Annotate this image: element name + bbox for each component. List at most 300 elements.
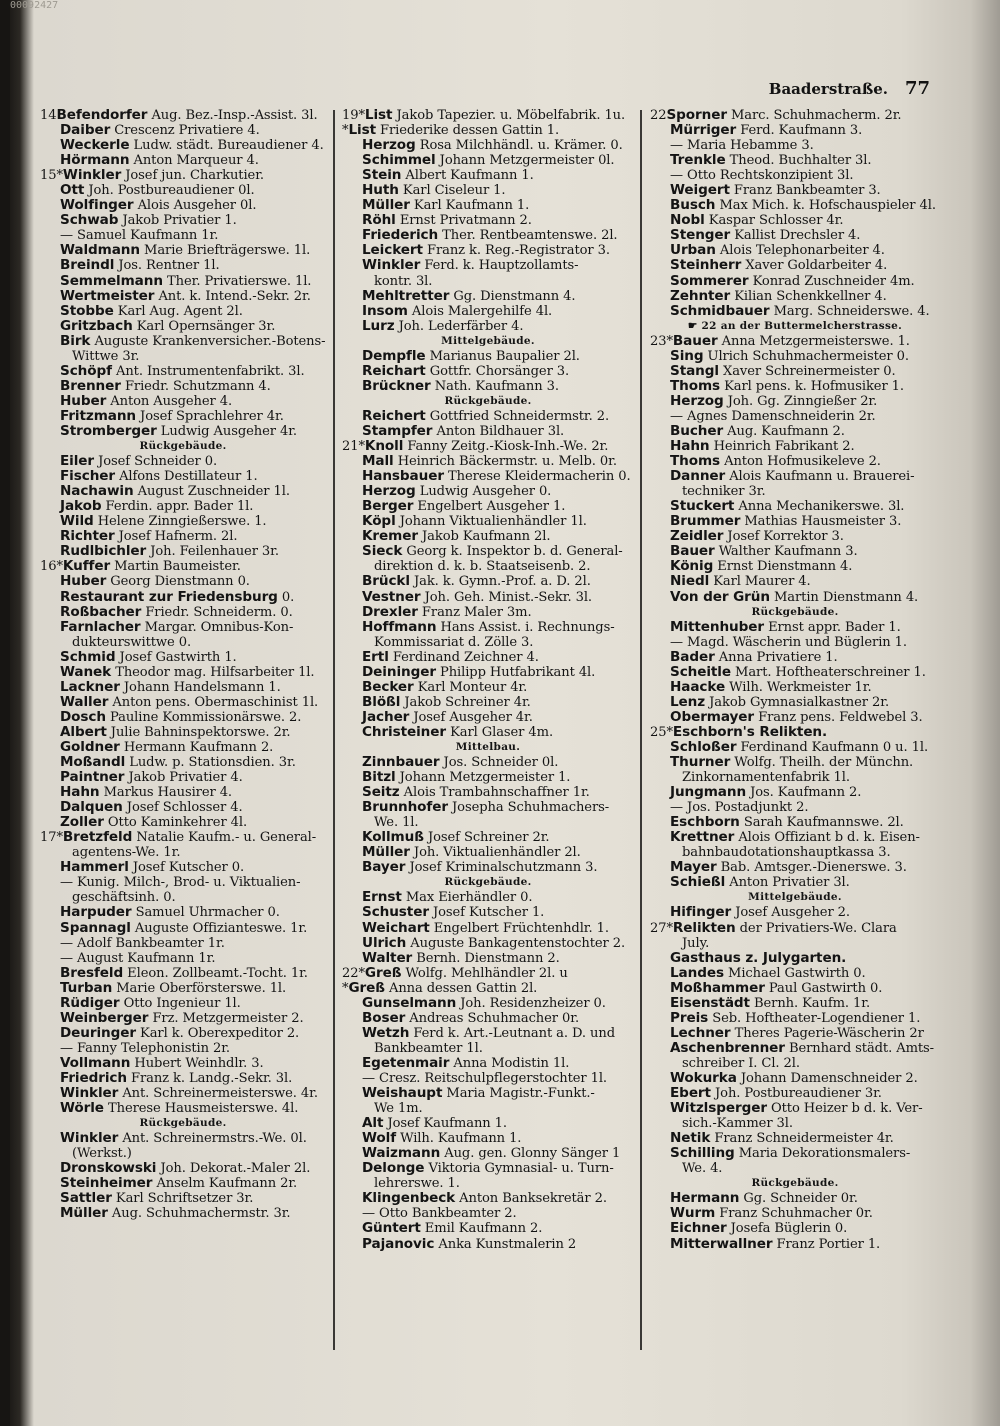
- entry-continuation: agentens-We. 1r.: [72, 845, 181, 861]
- directory-entry: [40, 153, 326, 168]
- directory-entry: [650, 544, 940, 559]
- resident-name: Wolf: [362, 1131, 397, 1147]
- resident-name: Alt: [362, 1116, 384, 1132]
- resident-name: Seitz: [362, 785, 400, 801]
- house-number: 22*: [342, 965, 365, 981]
- entry-continuation: sich.-Kammer 3l.: [682, 1116, 793, 1132]
- resident-details: Georg k. Inspektor b. d. General-: [406, 544, 623, 560]
- resident-name: Schilling: [670, 1146, 735, 1162]
- entry-continuation: July.: [682, 935, 710, 951]
- resident-name: Winkler: [362, 258, 421, 274]
- resident-name: Schwab: [60, 213, 119, 229]
- resident-details: Josef Kriminalschutzmann 3.: [409, 860, 598, 876]
- resident-details: Anka Kunstmalerin 2: [438, 1236, 577, 1252]
- resident-name: Fischer: [60, 469, 115, 485]
- directory-entry: [650, 364, 940, 379]
- resident-details: Helene Zinngießerswe. 1.: [97, 514, 267, 530]
- resident-name: Wild: [60, 514, 94, 530]
- directory-entry: [650, 815, 940, 830]
- resident-name: List: [364, 108, 393, 123]
- section-heading: Rückgebäude.: [444, 394, 532, 407]
- directory-entry: [342, 544, 634, 559]
- directory-entry: [650, 123, 940, 138]
- directory-entry: [40, 996, 326, 1011]
- directory-entry: [40, 529, 326, 544]
- resident-name: Wetzh: [362, 1025, 410, 1041]
- resident-details: Sarah Kaufmannswe. 2l.: [743, 815, 904, 831]
- resident-details: Philipp Hutfabrikant 4l.: [440, 664, 596, 680]
- resident-details: Emil Kaufmann 2.: [424, 1221, 543, 1237]
- resident-name: Semmelmann: [60, 273, 163, 289]
- resident-details: Johann Handelsmann 1.: [123, 679, 281, 695]
- section-heading: Rückgebäude.: [751, 1177, 839, 1190]
- resident-details: Hans Assist. i. Rechnungs-: [440, 619, 615, 635]
- resident-details: Alois Trambahnschaffner 1r.: [403, 785, 590, 801]
- resident-name: Zinnbauer: [362, 755, 440, 771]
- resident-details: Josef Schreiner 2r.: [427, 830, 550, 846]
- resident-details: Karl Opernsänger 3r.: [136, 318, 276, 334]
- entry-continuation: We. 4.: [682, 1161, 723, 1177]
- resident-name: Schloßer: [670, 739, 737, 755]
- resident-details: Karl Maurer 4.: [713, 574, 811, 590]
- resident-details: Wilh. Werkmeister 1r.: [729, 679, 872, 695]
- directory-entry: [40, 740, 326, 755]
- resident-details: Otto Kaminkehrer 4l.: [107, 815, 248, 831]
- entry-dash: — Kunig. Milch-, Brod- u. Viktualien-: [60, 875, 301, 891]
- resident-name: Stobbe: [60, 303, 114, 319]
- directory-entry: [342, 198, 634, 213]
- directory-entry: [650, 755, 940, 770]
- column-rule: [640, 110, 642, 1350]
- page-number: 77: [904, 78, 930, 99]
- resident-details: Maria Dekorationsmalers-: [738, 1146, 911, 1162]
- resident-name: Weigert: [670, 183, 730, 199]
- resident-details: Franz k. Reg.-Registrator 3.: [426, 243, 610, 259]
- directory-entry: [650, 1146, 940, 1161]
- resident-name: Deuringer: [60, 1025, 136, 1041]
- resident-name: Christeiner: [362, 724, 446, 740]
- resident-details: Nath. Kaufmann 3.: [434, 378, 559, 394]
- directory-entry: [650, 394, 940, 409]
- resident-details: Alois Kaufmann u. Brauerei-: [729, 469, 915, 485]
- directory-entry: [40, 605, 326, 620]
- resident-name: Hansbauer: [362, 469, 444, 485]
- entry-continuation: kontr. 3l.: [374, 273, 433, 289]
- directory-entry: [342, 800, 634, 815]
- directory-entry: [342, 725, 634, 740]
- resident-name: Wolfinger: [60, 198, 134, 214]
- resident-details: Jakob Privatier 4.: [128, 770, 243, 786]
- resident-name: Gasthaus z. Julygarten.: [670, 950, 847, 966]
- resident-name: Schöpf: [60, 363, 112, 379]
- resident-details: Josef jun. Charkutier.: [125, 168, 264, 184]
- resident-details: Aug. Kaufmann 2.: [727, 423, 845, 439]
- directory-entry: [342, 379, 634, 394]
- resident-name: Greß: [364, 965, 402, 981]
- resident-name: Brunnhofer: [362, 800, 448, 816]
- resident-details: Viktoria Gymnasial- u. Turn-: [428, 1161, 614, 1177]
- resident-name: Sattler: [60, 1191, 112, 1207]
- entry-continuation: geschäftsinh. 0.: [72, 890, 176, 906]
- resident-name: Mitterwallner: [670, 1236, 773, 1252]
- resident-name: Winkler: [62, 168, 122, 184]
- resident-details: Anna Modistin 1l.: [453, 1055, 570, 1071]
- directory-entry: [40, 1026, 326, 1041]
- resident-details: Josef Sprachlehrer 4r.: [140, 408, 284, 424]
- resident-name: Greß: [348, 980, 385, 996]
- directory-entry: [342, 304, 634, 319]
- directory-entry: [40, 213, 326, 228]
- directory-entry: [342, 424, 634, 439]
- directory-entry: [342, 289, 634, 304]
- directory-entry: [40, 289, 326, 304]
- section-heading: Rückgebäude.: [444, 876, 532, 889]
- resident-name: Niedl: [670, 574, 710, 590]
- resident-name: Steinherr: [670, 258, 742, 274]
- resident-details: Therese Kleidermacherin 0.: [448, 469, 631, 485]
- resident-details: Fanny Zeitg.-Kiosk-Inh.-We. 2r.: [407, 439, 609, 455]
- directory-entry: [40, 815, 326, 830]
- house-number: 27*: [650, 920, 673, 936]
- resident-details: Ernst Dienstmann 4.: [717, 559, 853, 575]
- directory-entry: [342, 665, 634, 680]
- resident-name: Brummer: [670, 514, 741, 530]
- resident-name: Harpuder: [60, 905, 132, 921]
- resident-details: Josefa Büglerin 0.: [730, 1221, 848, 1237]
- directory-entry: [40, 574, 326, 589]
- section-heading: Mittelbau.: [455, 740, 521, 753]
- resident-details: Anna Metzgermeisterswe. 1.: [721, 333, 910, 349]
- house-number: 25*: [650, 724, 673, 740]
- resident-details: Mart. Hoftheaterschreiner 1.: [735, 664, 926, 680]
- directory-entry: [342, 936, 634, 951]
- section-heading: Mittelgebäude.: [748, 891, 842, 904]
- resident-details: Anton Marqueur 4.: [133, 153, 259, 169]
- directory-entry: [650, 921, 940, 936]
- resident-name: Friederich: [362, 228, 439, 244]
- resident-details: Bernh. Kaufm. 1r.: [754, 995, 871, 1011]
- entry-dash: — Maria Hebamme 3.: [670, 138, 814, 154]
- resident-name: Eiler: [60, 454, 95, 470]
- resident-details: Anton pens. Obermaschinist 1l.: [112, 694, 319, 710]
- resident-details: Franz k. Landg.-Sekr. 3l.: [131, 1071, 293, 1086]
- resident-name: Wörle: [60, 1101, 104, 1117]
- resident-name: Waizmann: [362, 1146, 441, 1162]
- resident-details: Alois Offiziant b d. k. Eisen-: [738, 830, 920, 846]
- resident-name: Blößl: [362, 694, 401, 710]
- resident-details: Franz Maler 3m.: [421, 604, 532, 620]
- resident-name: Hörmann: [60, 153, 130, 169]
- directory-entry: [40, 168, 326, 183]
- resident-details: Gg. Dienstmann 4.: [453, 288, 576, 304]
- resident-name: Brückner: [362, 378, 431, 394]
- directory-entry: [40, 1086, 326, 1101]
- resident-name: Eschborn's Relikten.: [672, 724, 828, 740]
- directory-entry: [342, 770, 634, 785]
- resident-details: Jakob Tapezier. u. Möbelfabrik. 1u.: [396, 108, 626, 123]
- resident-details: Ant. Schreinermstrs.-We. 0l.: [122, 1131, 307, 1147]
- resident-details: Xaver Schreinermeister 0.: [723, 363, 896, 379]
- resident-name: Berger: [362, 499, 414, 515]
- directory-entry: [342, 138, 634, 153]
- resident-name: Goldner: [60, 739, 120, 755]
- resident-details: Josef Kutscher 1.: [432, 905, 545, 921]
- entry-continuation: techniker 3r.: [682, 484, 766, 500]
- resident-name: Eisenstädt: [670, 995, 750, 1011]
- directory-entry: [40, 755, 326, 770]
- directory-entry: [40, 138, 326, 153]
- resident-details: Pauline Kommissionärswe. 2.: [110, 709, 302, 725]
- directory-entry: [342, 650, 634, 665]
- resident-details: Ludwig Ausgeher 0.: [419, 484, 552, 500]
- directory-entry: [650, 424, 940, 439]
- house-number: *: [342, 123, 349, 139]
- resident-name: Güntert: [362, 1221, 421, 1237]
- resident-details: Ther. Rentbeamtenswe. 2l.: [442, 228, 618, 244]
- directory-entry: [40, 258, 326, 273]
- resident-name: Kuffer: [62, 559, 111, 575]
- resident-name: Sing: [670, 348, 704, 364]
- resident-details: Josef Schlosser 4.: [126, 800, 243, 816]
- directory-entry: [650, 469, 940, 484]
- directory-entry: [40, 860, 326, 875]
- directory-entry: [342, 364, 634, 379]
- resident-details: 0.: [281, 589, 295, 605]
- directory-entry: [342, 590, 634, 605]
- resident-details: Anton Ausgeher 4.: [110, 393, 233, 409]
- directory-entry: [40, 1131, 326, 1146]
- resident-name: Nobl: [670, 213, 705, 229]
- directory-entry: [342, 966, 634, 981]
- column-1: [40, 108, 326, 1221]
- directory-entry: [342, 258, 634, 273]
- resident-name: Bretzfeld: [62, 830, 133, 846]
- directory-entry: [650, 740, 940, 755]
- entry-continuation: schreiber I. Cl. 2l.: [682, 1055, 800, 1071]
- resident-details: Georg Dienstmann 0.: [110, 574, 250, 590]
- resident-name: Stangl: [670, 363, 719, 379]
- resident-details: Franz Bankbeamter 3.: [733, 183, 881, 199]
- resident-name: Wokurka: [670, 1071, 737, 1086]
- directory-entry: [650, 289, 940, 304]
- house-number: 14: [40, 108, 57, 123]
- resident-details: Heinrich Fabrikant 2.: [713, 439, 855, 455]
- resident-details: Karl Schriftsetzer 3r.: [115, 1191, 254, 1207]
- resident-details: Anselm Kaufmann 2r.: [156, 1176, 298, 1192]
- directory-entry: [650, 875, 940, 890]
- resident-name: Breindl: [60, 258, 115, 274]
- resident-details: Gottfried Schneidermstr. 2.: [429, 408, 610, 424]
- resident-name: Hermann: [670, 1191, 740, 1207]
- entry-continuation: Wittwe 3r.: [72, 348, 140, 364]
- resident-name: Deininger: [362, 664, 436, 680]
- resident-name: Klingenbeck: [362, 1191, 456, 1207]
- entry-continuation: Kommissariat d. Zölle 3.: [374, 634, 534, 650]
- resident-details: Franz Portier 1.: [776, 1236, 881, 1252]
- resident-details: Friedr. Schutzmann 4.: [124, 378, 271, 394]
- resident-details: Mathias Hausmeister 3.: [744, 514, 902, 530]
- directory-entry: [650, 590, 940, 605]
- resident-name: Insom: [362, 303, 408, 319]
- resident-name: Turban: [60, 980, 113, 996]
- resident-name: Spannagl: [60, 920, 131, 936]
- resident-name: Wanek: [60, 664, 112, 680]
- resident-details: Jakob Schreiner 4r.: [404, 694, 531, 710]
- resident-name: Stromberger: [60, 423, 157, 439]
- resident-name: Hoffmann: [362, 619, 437, 635]
- resident-name: Ernst: [362, 890, 402, 906]
- resident-details: Martin Baumeister.: [114, 559, 241, 575]
- resident-name: Müller: [362, 198, 410, 214]
- resident-name: Ertl: [362, 649, 389, 665]
- directory-entry: [40, 710, 326, 725]
- resident-name: Brückl: [362, 574, 410, 590]
- resident-details: Otto Heizer b d. k. Ver-: [771, 1101, 923, 1117]
- resident-name: Mürriger: [670, 123, 737, 139]
- directory-entry: [342, 905, 634, 920]
- house-number: 21*: [342, 439, 365, 455]
- resident-details: Jak. k. Gymn.-Prof. a. D. 2l.: [413, 574, 591, 590]
- resident-details: Bab. Amtsger.-Dienerswe. 3.: [720, 860, 907, 876]
- column-3: [650, 108, 940, 1252]
- resident-details: Hubert Weinhdlr. 3.: [134, 1055, 264, 1071]
- resident-details: Walther Kaufmann 3.: [718, 544, 858, 560]
- directory-entry: [40, 334, 326, 349]
- directory-entry: [342, 529, 634, 544]
- resident-name: Restaurant zur Friedensburg: [60, 589, 278, 605]
- directory-entry: [650, 379, 940, 394]
- resident-name: Weichart: [362, 920, 430, 936]
- resident-details: Anna dessen Gattin 2l.: [388, 980, 538, 996]
- directory-entry: [342, 108, 634, 123]
- resident-details: Karl Monteur 4r.: [417, 679, 528, 695]
- resident-name: Knoll: [364, 439, 404, 455]
- resident-details: Alois Telephonarbeiter 4.: [719, 243, 885, 259]
- resident-details: Theodor mag. Hilfsarbeiter 1l.: [115, 664, 315, 680]
- resident-details: Alfons Destillateur 1.: [119, 469, 258, 485]
- resident-details: Ferd k. Art.-Leutnant a. D. und: [413, 1025, 616, 1041]
- resident-name: Vestner: [362, 589, 421, 605]
- directory-entry: [650, 243, 940, 258]
- directory-entry: [40, 1176, 326, 1191]
- resident-name: Waller: [60, 694, 109, 710]
- directory-entry: [650, 830, 940, 845]
- directory-entry: [650, 198, 940, 213]
- directory-entry: [650, 1131, 940, 1146]
- resident-details: Ludw. städt. Bureaudiener 4.: [133, 138, 324, 154]
- resident-name: Farnlacher: [60, 619, 141, 635]
- directory-entry: [650, 258, 940, 273]
- entry-continuation: (Werkst.): [72, 1146, 132, 1162]
- resident-name: Leickert: [362, 243, 423, 259]
- resident-name: Lackner: [60, 679, 120, 695]
- directory-entry: [650, 304, 940, 319]
- resident-name: Netik: [670, 1131, 711, 1147]
- resident-details: Karl Aug. Agent 2l.: [117, 303, 243, 319]
- resident-details: Jakob Privatier 1.: [122, 213, 237, 229]
- entry-dash: — Cresz. Reitschulpflegerstochter 1l.: [362, 1071, 607, 1086]
- resident-details: Wilh. Kaufmann 1.: [400, 1131, 522, 1147]
- resident-name: Befendorfer: [56, 108, 148, 123]
- resident-name: Dempfle: [362, 348, 426, 364]
- directory-entry: [650, 710, 940, 725]
- directory-entry: [650, 966, 940, 981]
- directory-entry: [342, 409, 634, 424]
- resident-details: Margar. Omnibus-Kon-: [144, 619, 294, 635]
- directory-entry: [40, 680, 326, 695]
- resident-name: Mayer: [670, 860, 717, 876]
- resident-name: Paintner: [60, 770, 125, 786]
- directory-entry: [342, 785, 634, 800]
- resident-details: Gottfr. Chorsänger 3.: [429, 363, 570, 379]
- directory-entry: [40, 108, 326, 123]
- section-heading: Rückgebäude.: [139, 440, 227, 453]
- directory-entry: [40, 830, 326, 845]
- column-rule: [333, 110, 335, 1350]
- resident-name: Herzog: [362, 138, 416, 154]
- resident-details: Franz Schneidermeister 4r.: [714, 1131, 894, 1147]
- resident-name: Köpl: [362, 514, 396, 530]
- resident-details: Jakob Gymnasialkastner 2r.: [709, 694, 890, 710]
- resident-details: Ferdinand Zeichner 4.: [392, 649, 539, 665]
- directory-entry: [650, 981, 940, 996]
- resident-details: Martin Dienstmann 4.: [774, 589, 919, 605]
- resident-details: Otto Ingenieur 1l.: [123, 995, 241, 1011]
- entry-dash: — Adolf Bankbeamter 1r.: [60, 935, 225, 951]
- resident-details: Jakob Kaufmann 2l.: [422, 529, 551, 545]
- resident-name: Bayer: [362, 860, 406, 876]
- resident-name: Dalquen: [60, 800, 123, 816]
- section-heading: Rückgebäude.: [751, 605, 839, 618]
- resident-name: Albert: [60, 724, 107, 740]
- resident-details: Therese Hausmeisterswe. 4l.: [108, 1101, 299, 1117]
- resident-name: Drexler: [362, 604, 418, 620]
- directory-entry: [342, 1086, 634, 1101]
- column-2: [342, 108, 634, 1252]
- resident-details: Franz Schuhmacher 0r.: [719, 1206, 873, 1222]
- section-heading: Rückgebäude.: [139, 1117, 227, 1130]
- directory-entry: [342, 484, 634, 499]
- resident-details: Johann Damenschneider 2.: [740, 1071, 918, 1086]
- resident-details: Paul Gastwirth 0.: [768, 980, 883, 996]
- resident-details: Anna Privatiere 1.: [718, 649, 838, 665]
- resident-name: Vollmann: [60, 1055, 131, 1071]
- entry-continuation: Bankbeamter 1l.: [374, 1040, 483, 1056]
- resident-details: Karl Glaser 4m.: [450, 724, 554, 740]
- resident-details: Wolfg. Theilh. der Münchn.: [734, 755, 914, 771]
- resident-details: Bernh. Dienstmann 2.: [416, 950, 560, 966]
- resident-details: Jos. Rentner 1l.: [118, 258, 220, 274]
- resident-details: Albert Kaufmann 1.: [405, 168, 534, 184]
- resident-name: Schimmel: [362, 153, 436, 169]
- resident-name: Walter: [362, 950, 413, 966]
- resident-details: Bernhard städt. Amts-: [788, 1040, 934, 1056]
- directory-entry: [650, 1101, 940, 1116]
- directory-entry: [342, 605, 634, 620]
- resident-details: Engelbert Früchtenhdlr. 1.: [433, 920, 609, 936]
- resident-name: Herzog: [362, 484, 416, 500]
- resident-name: Dronskowski: [60, 1161, 157, 1177]
- directory-entry: [40, 499, 326, 514]
- directory-entry: [40, 183, 326, 198]
- resident-details: Julie Bahninspektorswe. 2r.: [110, 724, 291, 740]
- resident-name: Kremer: [362, 529, 418, 545]
- directory-entry: [650, 439, 940, 454]
- directory-entry: [40, 409, 326, 424]
- resident-details: Josef Hafnerm. 2l.: [118, 529, 238, 545]
- directory-entry: [342, 860, 634, 875]
- resident-name: Bader: [670, 649, 715, 665]
